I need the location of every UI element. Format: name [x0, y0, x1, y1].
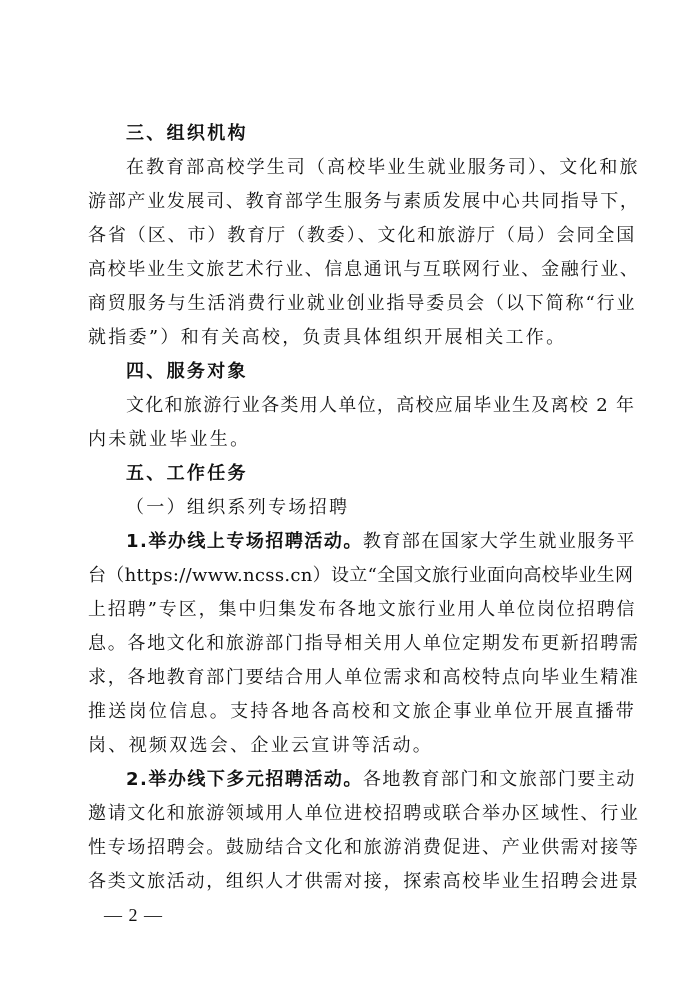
section-5-heading: 五、工作任务: [126, 463, 248, 484]
section-3-line-3: 各省（区、市）教育厅（教委）、文化和旅游厅（局）会同全国: [88, 225, 637, 246]
item-2-first-rest: 各地教育部门和文旅部门要主动: [362, 769, 636, 790]
item-1-line-4: 息。各地文化和旅游部门指导相关用人单位定期发布更新招聘需: [88, 633, 640, 654]
section-3-line-2: 游部产业发展司、教育部学生服务与素质发展中心共同指导下，: [88, 191, 640, 212]
section-5-subheading: （一）组织系列专场招聘: [126, 497, 350, 518]
item-1-first-rest: 教育部在国家大学生就业服务平: [362, 531, 636, 552]
item-2-number: 2.: [126, 769, 149, 790]
item-1-line-2: 台（https://www.ncss.cn）设立“全国文旅行业面向高校毕业生网: [88, 565, 634, 586]
page-number: — 2 —: [104, 905, 163, 925]
item-1-line-7: 岗、视频双选会、企业云宣讲等活动。: [88, 735, 434, 756]
item-1-title: 举办线上专场招聘活动。: [148, 531, 363, 552]
section-3-line-6: 就指委”）和有关高校，负责具体组织开展相关工作。: [88, 327, 567, 348]
section-3-line-4: 高校毕业生文旅艺术行业、信息通讯与互联网行业、金融行业、: [88, 259, 640, 280]
item-2-line-2: 邀请文化和旅游领域用人单位进校招聘或联合举办区域性、行业: [88, 803, 640, 824]
item-2-title: 举办线下多元招聘活动。: [148, 769, 363, 790]
section-3-line-5: 商贸服务与生活消费行业就业创业指导委员会（以下简称“行业: [88, 293, 637, 314]
item-1-first-line: [126, 529, 636, 555]
section-3-heading: 三、组织机构: [126, 123, 248, 144]
section-4-heading: 四、服务对象: [126, 361, 248, 382]
section-3-line-1: 在教育部高校学生司（高校毕业生就业服务司）、文化和旅: [126, 157, 640, 178]
section-4-line-2: 内未就业毕业生。: [88, 429, 251, 450]
item-2-line-3: 性专场招聘会。鼓励结合文化和旅游消费促进、产业供需对接等: [88, 837, 640, 858]
item-1-number: 1.: [126, 531, 149, 552]
item-2-line-4: 各类文旅活动，组织人才供需对接，探索高校毕业生招聘会进景: [88, 871, 640, 892]
item-1-line-5: 求，各地教育部门要结合用人单位需求和高校特点向毕业生精准: [88, 667, 640, 688]
item-1-line-3: 上招聘”专区，集中归集发布各地文旅行业用人单位岗位招聘信: [88, 599, 637, 620]
item-1-line-6: 推送岗位信息。支持各地各高校和文旅企事业单位开展直播带: [88, 701, 637, 722]
item-2-first-line: [126, 767, 636, 793]
section-4-line-1: 文化和旅游行业各类用人单位，高校应届毕业生及离校 2 年: [126, 395, 636, 416]
